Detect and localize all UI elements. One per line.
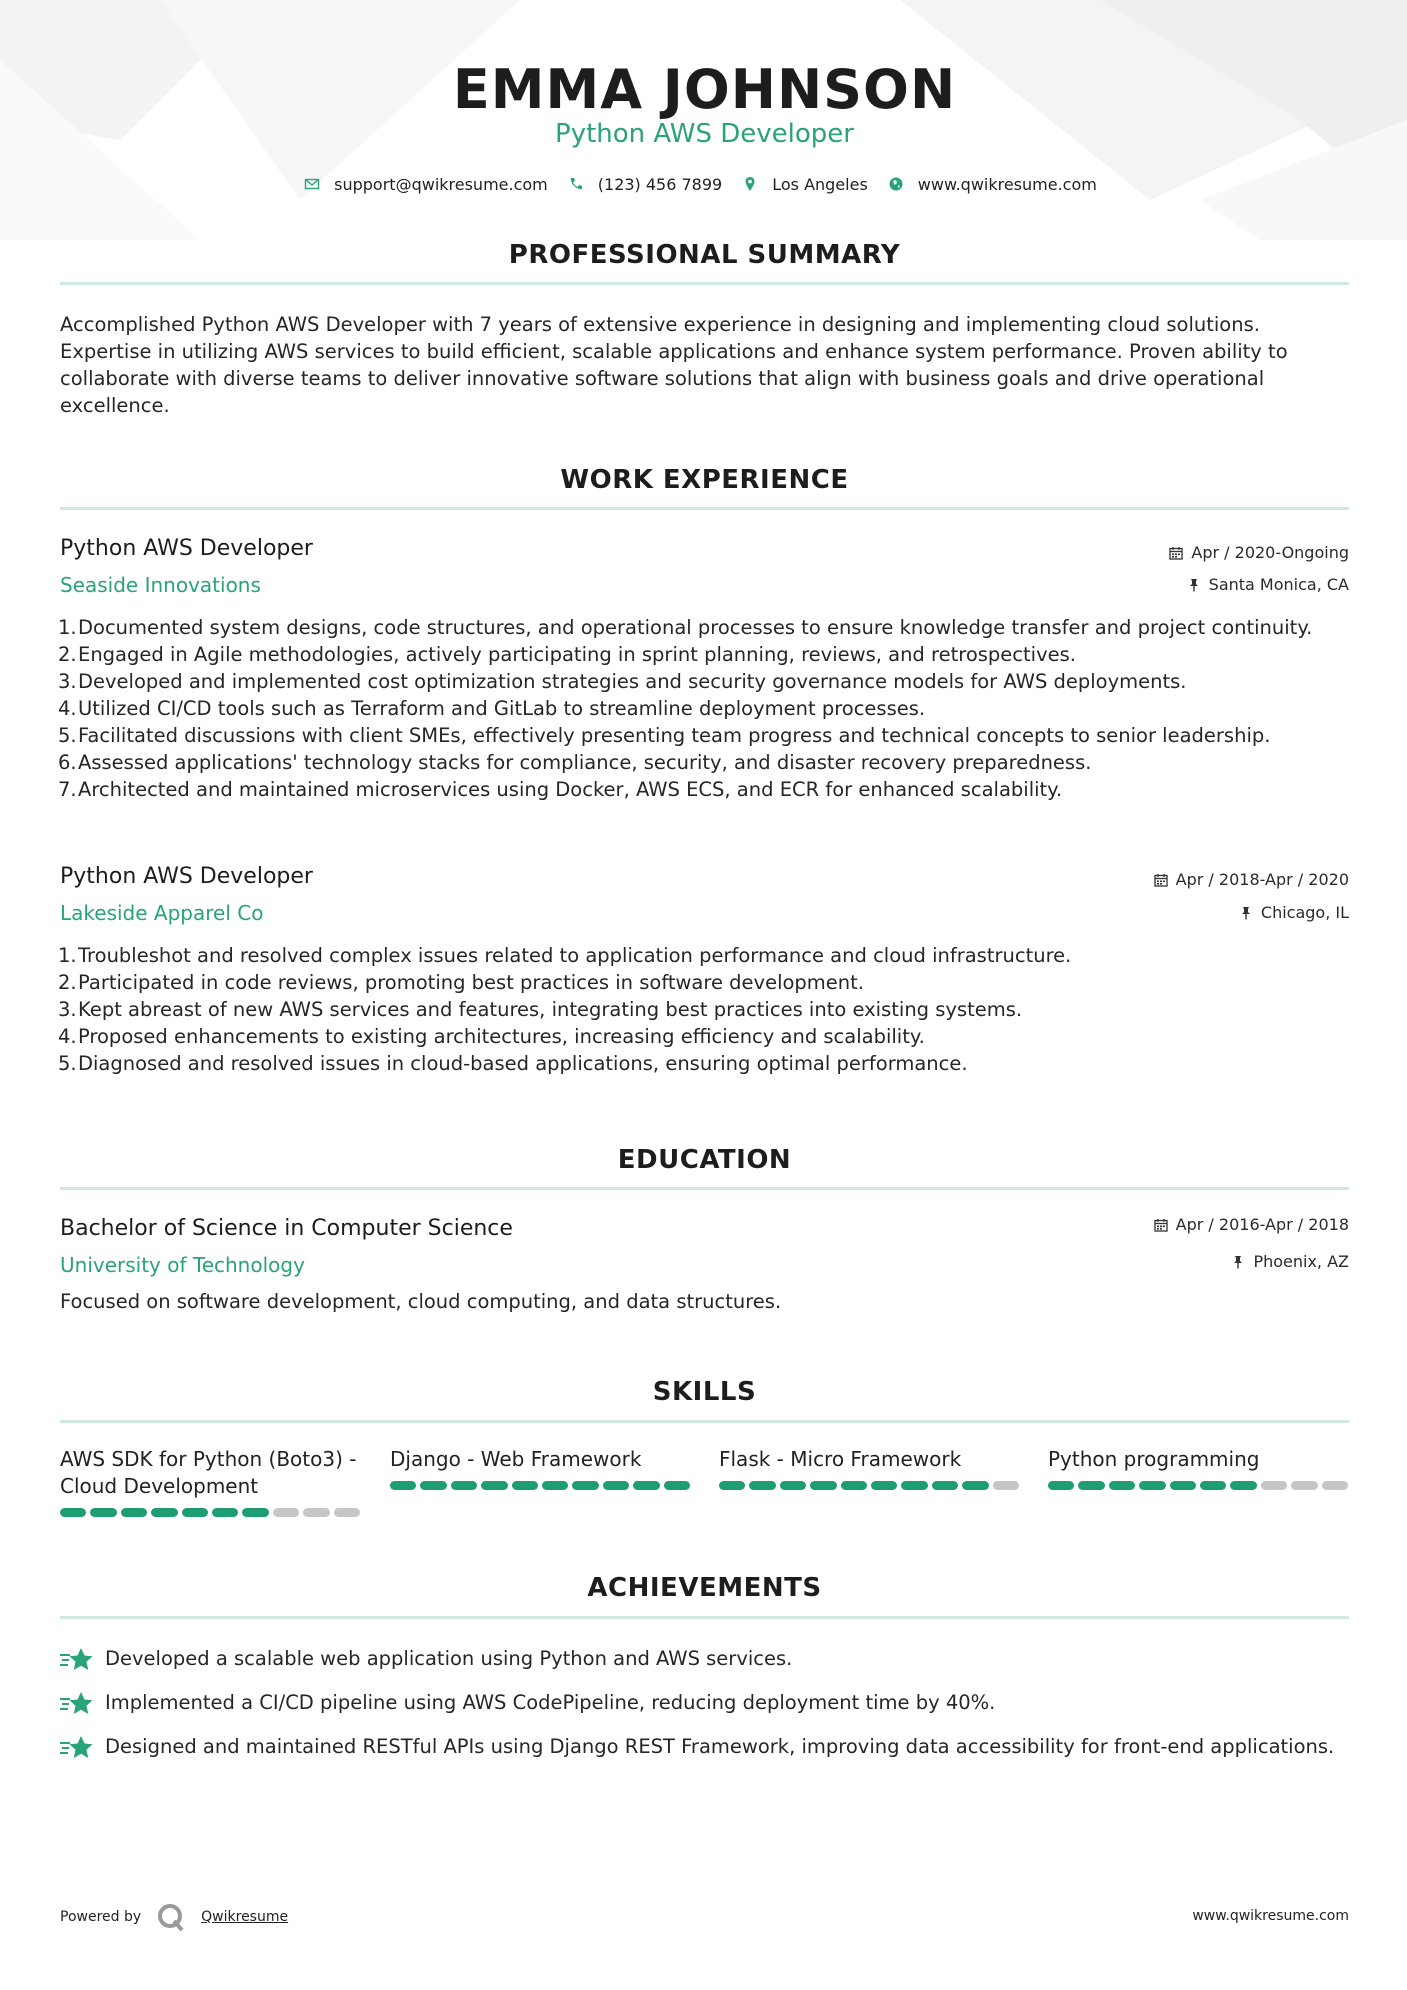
job-location — [1187, 575, 1349, 595]
contact-website-text: www.qwikresume.com — [917, 174, 1097, 194]
skill-level-segment — [481, 1481, 507, 1490]
skill-level-segment — [1200, 1481, 1226, 1490]
pushpin-icon — [1231, 1255, 1245, 1269]
skill-level-segment — [334, 1508, 360, 1517]
skill-name: Python programming — [1048, 1447, 1260, 1471]
list-item: 3. Developed and implemented cost optimization strategies and security governance models for AWS deployments. — [58, 670, 1187, 693]
skills-divider — [60, 1420, 1349, 1423]
skill-item — [60, 1446, 360, 1517]
calendar-icon — [1169, 546, 1183, 560]
list-item: 2. Engaged in Agile methodologies, actively participating in sprint planning, reviews, and retrospectives. — [58, 643, 1076, 666]
skill-level-segment — [1291, 1481, 1317, 1490]
calendar-icon — [1154, 873, 1168, 887]
summary-text: Accomplished Python AWS Developer with 7 years of extensive experience in designing and implementing cloud solutions. Expertise in utilizing AWS services to build efficient, scalable applications and enhance system performance. Proven ability to collaborate with diverse teams to deliver innovative software solutions that align with business goals and drive operational excellence. — [60, 313, 1288, 417]
achievements-divider — [60, 1616, 1349, 1619]
skill-level-segment — [1322, 1481, 1348, 1490]
skill-level-segment — [633, 1481, 659, 1490]
skill-level-segment — [962, 1481, 988, 1490]
job-location-text: Santa Monica, CA — [1208, 575, 1349, 594]
skill-name: AWS SDK for Python (Boto3) - Cloud Development — [60, 1447, 357, 1498]
skill-level-bar — [719, 1481, 1019, 1490]
skill-level-segment — [451, 1481, 477, 1490]
experience-heading: WORK EXPERIENCE — [560, 465, 849, 495]
pushpin-icon — [1187, 578, 1201, 592]
skill-level-segment — [390, 1481, 416, 1490]
star-icon — [60, 1691, 94, 1717]
skill-level-segment — [273, 1508, 299, 1517]
list-item: 6. Assessed applications' technology stacks for compliance, security, and disaster recovery preparedness. — [58, 751, 1092, 774]
powered-by-label: Powered by — [60, 1909, 142, 1925]
qwikresume-link[interactable]: Qwikresume — [201, 1909, 289, 1925]
contact-phone-text: (123) 456 7899 — [597, 174, 723, 194]
skill-level-bar — [60, 1508, 360, 1517]
skill-level-segment — [121, 1508, 147, 1517]
achievement-item — [60, 1689, 1349, 1716]
skill-level-segment — [749, 1481, 775, 1490]
skill-level-segment — [780, 1481, 806, 1490]
contact-location-text: Los Angeles — [772, 174, 868, 194]
skill-level-segment — [512, 1481, 538, 1490]
contact-website[interactable] — [888, 175, 1097, 194]
job-title: Python AWS Developer — [60, 864, 313, 889]
skill-level-segment — [841, 1481, 867, 1490]
candidate-title: Python AWS Developer — [555, 119, 854, 149]
summary-divider — [60, 282, 1349, 285]
skill-level-segment — [1261, 1481, 1287, 1490]
skill-level-segment — [603, 1481, 629, 1490]
job-dates — [1169, 543, 1349, 563]
skill-level-segment — [1078, 1481, 1104, 1490]
skill-level-segment — [420, 1481, 446, 1490]
star-icon — [60, 1647, 94, 1673]
skill-level-segment — [242, 1508, 268, 1517]
skill-level-segment — [901, 1481, 927, 1490]
achievement-text: Designed and maintained RESTful APIs using Django REST Framework, improving data accessibility for front-end applications. — [105, 1735, 1335, 1758]
list-item: 4. Utilized CI/CD tools such as Terraform and GitLab to streamline deployment processes. — [58, 697, 926, 720]
list-item: 2. Participated in code reviews, promoting best practices in software development. — [58, 971, 864, 994]
contact-location — [742, 175, 868, 194]
star-icon — [60, 1735, 94, 1761]
skill-level-segment — [664, 1481, 690, 1490]
contact-email-text: support@qwikresume.com — [334, 174, 548, 194]
qwikresume-logo-icon — [155, 1902, 187, 1932]
list-item: 5. Diagnosed and resolved issues in cloud-based applications, ensuring optimal performance. — [58, 1052, 968, 1075]
achievement-text: Implemented a CI/CD pipeline using AWS CodePipeline, reducing deployment time by 40%. — [105, 1691, 996, 1714]
achievement-item — [60, 1733, 1349, 1760]
skill-level-segment — [1170, 1481, 1196, 1490]
education-description: Focused on software development, cloud computing, and data structures. — [60, 1290, 782, 1313]
skill-level-segment — [303, 1508, 329, 1517]
list-item: 1. Documented system designs, code structures, and operational processes to ensure knowledge transfer and project continuity. — [58, 616, 1313, 639]
skill-level-segment — [871, 1481, 897, 1490]
skill-item — [1048, 1446, 1348, 1490]
job-title: Python AWS Developer — [60, 536, 313, 561]
job-responsibilities — [60, 942, 1349, 1077]
achievement-item — [60, 1645, 1349, 1672]
degree-title: Bachelor of Science in Computer Science — [60, 1216, 513, 1241]
skill-level-segment — [1048, 1481, 1074, 1490]
job-dates — [1154, 870, 1349, 890]
skill-level-segment — [993, 1481, 1019, 1490]
skill-level-segment — [90, 1508, 116, 1517]
summary-heading: PROFESSIONAL SUMMARY — [508, 240, 901, 270]
skill-level-segment — [542, 1481, 568, 1490]
job-dates-text: Apr / 2018-Apr / 2020 — [1175, 870, 1349, 889]
job-location — [1239, 903, 1349, 923]
education-dates-text: Apr / 2016-Apr / 2018 — [1175, 1215, 1349, 1234]
skill-name: Django - Web Framework — [390, 1447, 642, 1471]
list-item: 7. Architected and maintained microservices using Docker, AWS ECS, and ECR for enhanced scalability. — [58, 778, 1063, 801]
school-name: University of Technology — [60, 1253, 305, 1277]
education-location — [1231, 1252, 1349, 1272]
skill-level-segment — [182, 1508, 208, 1517]
candidate-name: EMMA JOHNSON — [452, 58, 957, 121]
skill-level-segment — [1230, 1481, 1256, 1490]
achievements-heading: ACHIEVEMENTS — [587, 1573, 822, 1603]
skill-level-segment — [1109, 1481, 1135, 1490]
education-location-text: Phoenix, AZ — [1253, 1252, 1349, 1271]
skill-name: Flask - Micro Framework — [719, 1447, 962, 1471]
experience-divider — [60, 507, 1349, 510]
achievement-text: Developed a scalable web application using Python and AWS services. — [105, 1647, 793, 1670]
education-heading: EDUCATION — [617, 1145, 792, 1175]
calendar-icon — [1154, 1218, 1168, 1232]
skill-level-segment — [1139, 1481, 1165, 1490]
skill-level-segment — [932, 1481, 958, 1490]
skill-level-segment — [212, 1508, 238, 1517]
list-item: 1. Troubleshot and resolved complex issues related to application performance and cloud infrastructure. — [58, 944, 1072, 967]
skill-item — [390, 1446, 690, 1490]
skills-heading: SKILLS — [652, 1377, 757, 1407]
skill-level-bar — [390, 1481, 690, 1490]
envelope-icon — [304, 176, 320, 192]
footer-website[interactable]: www.qwikresume.com — [1192, 1908, 1349, 1924]
list-item: 4. Proposed enhancements to existing architectures, increasing efficiency and scalability. — [58, 1025, 925, 1048]
job-company: Seaside Innovations — [60, 573, 261, 597]
contact-phone[interactable] — [568, 175, 722, 194]
job-responsibilities — [60, 614, 1349, 803]
job-company: Lakeside Apparel Co — [60, 901, 264, 925]
skill-level-bar — [1048, 1481, 1348, 1490]
education-divider — [60, 1187, 1349, 1190]
footer-powered-by — [60, 1902, 288, 1932]
phone-icon — [568, 176, 584, 192]
skill-level-segment — [151, 1508, 177, 1517]
skill-level-segment — [810, 1481, 836, 1490]
contact-bar — [60, 172, 1349, 196]
job-dates-text: Apr / 2020-Ongoing — [1191, 543, 1349, 562]
list-item: 5. Facilitated discussions with client SMEs, effectively presenting team progress and technical concepts to senior leadership. — [58, 724, 1271, 747]
globe-icon — [888, 176, 904, 192]
education-dates — [1154, 1215, 1349, 1235]
pushpin-icon — [1239, 906, 1253, 920]
map-pin-icon — [742, 176, 758, 192]
skill-item — [719, 1446, 1019, 1490]
contact-email[interactable] — [304, 175, 548, 194]
list-item: 3. Kept abreast of new AWS services and features, integrating best practices into existing systems. — [58, 998, 1023, 1021]
job-location-text: Chicago, IL — [1260, 903, 1349, 922]
skill-level-segment — [719, 1481, 745, 1490]
skill-level-segment — [60, 1508, 86, 1517]
skill-level-segment — [572, 1481, 598, 1490]
